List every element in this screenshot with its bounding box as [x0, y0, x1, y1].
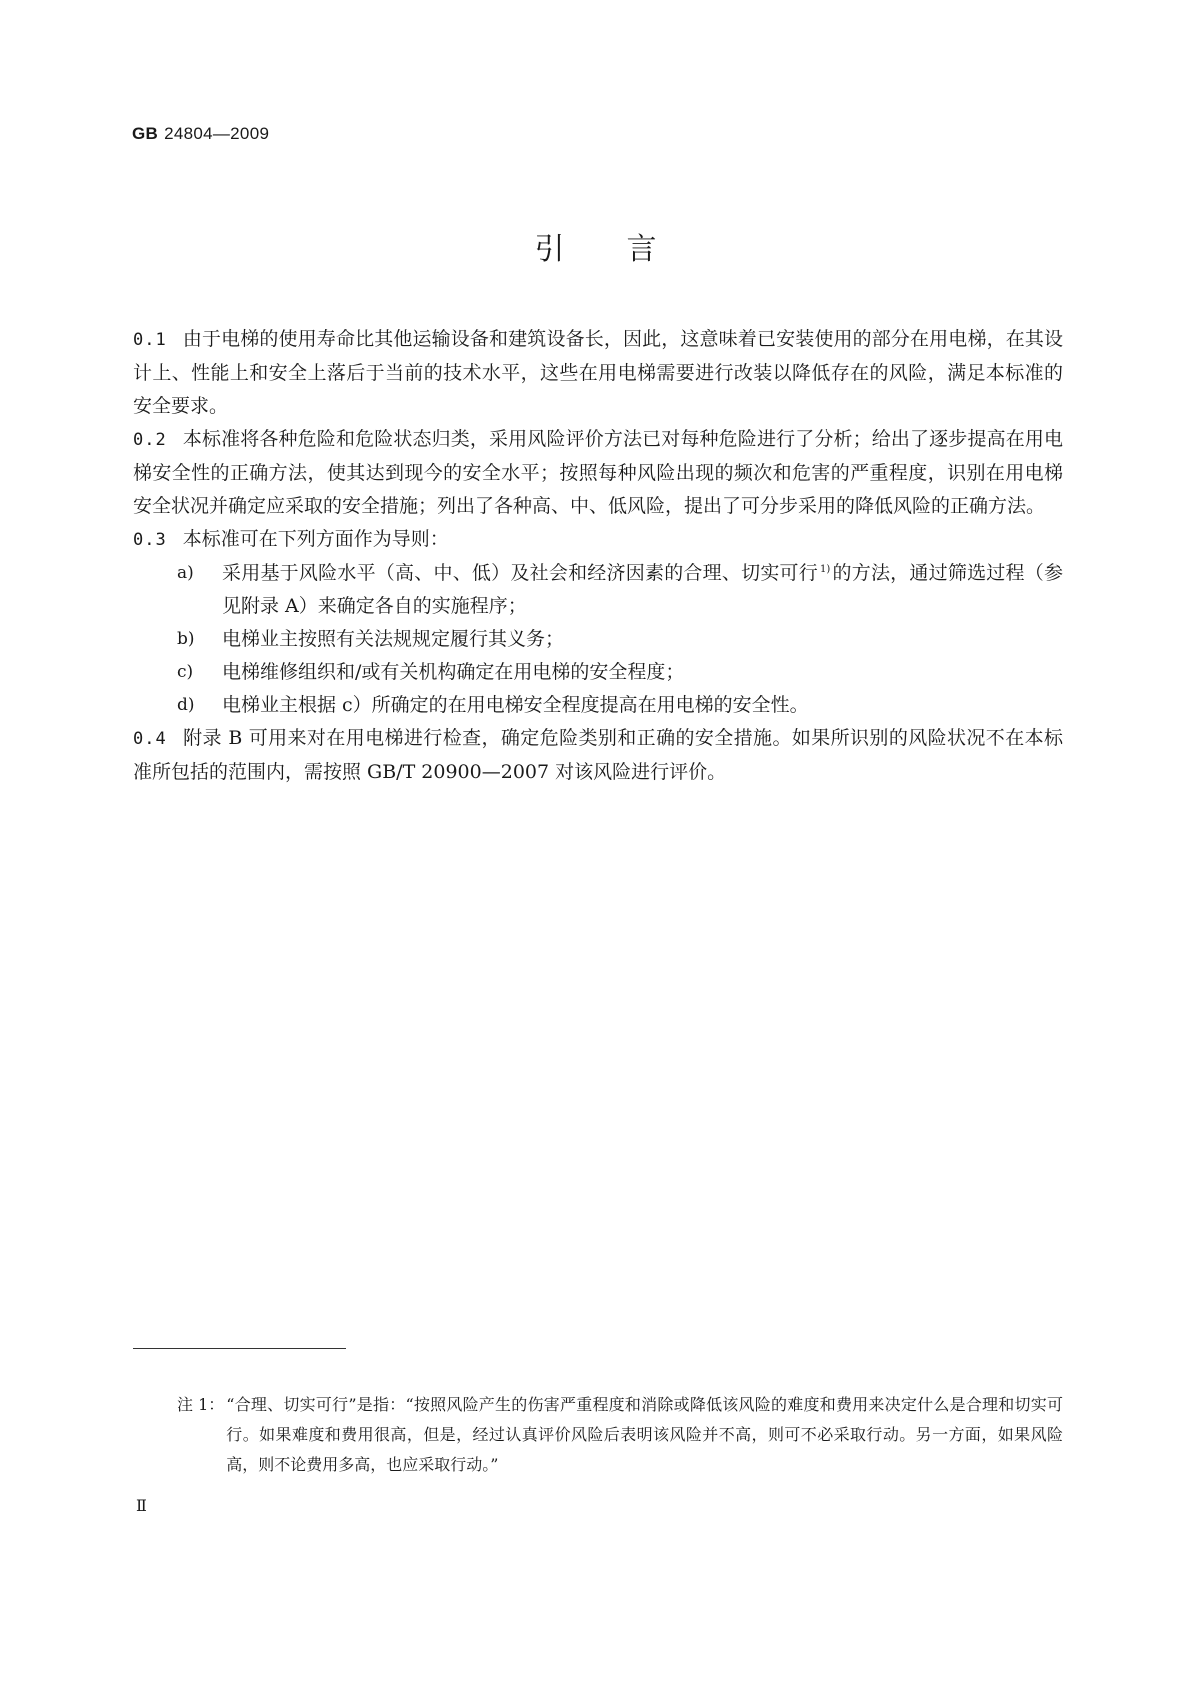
- standard-header: [132, 124, 269, 144]
- clause-text: 本标准将各种危险和危险状态归类，采用风险评价方法已对每种危险进行了分析；给出了逐步提高在用电梯安全性的正确方法，使其达到现今的安全水平；按照每种风险出现的频次和危害的严重程度，识别在用电梯安全状况并确定应采取的安全措施；列出了各种高、中、低风险，提出了可分步采用的降低风险的正确方法。: [133, 428, 1063, 517]
- clause-number: 0.2: [133, 430, 167, 450]
- list-item-text: 电梯维修组织和/或有关机构确定在用电梯的安全程度；: [222, 661, 685, 683]
- footnote-text: “合理、切实可行”是指：“按照风险产生的伤害严重程度和消除或降低该风险的难度和费用来决定什么是合理和切实可行。如果难度和费用很高，但是，经过认真评价风险后表明该风险并不高，则可不必采取行动。另一方面，如果风险高，则不论费用多高，也应采取行动。”: [226, 1395, 1063, 1474]
- footnote-divider: [133, 1348, 346, 1349]
- list-marker: d): [177, 695, 195, 715]
- list-item-text-before: 采用基于风险水平（高、中、低）及社会和经济因素的合理、切实可行: [222, 562, 818, 584]
- clause-text: 由于电梯的使用寿命比其他运输设备和建筑设备长，因此，这意味着已安装使用的部分在用电梯，在其设计上、性能上和安全上落后于当前的技术水平，这些在用电梯需要进行改装以降低存在的风险，满足本标准的安全要求。: [133, 328, 1063, 417]
- clause-0-1: [133, 323, 1063, 423]
- clause-number: 0.4: [133, 729, 167, 749]
- clause-0-2: [133, 423, 1063, 523]
- list-item-text-after: 的方法，通过筛选过程（参见附录 A）来确定各自的实施程序；: [222, 562, 1063, 617]
- clause-number: 0.3: [133, 530, 167, 550]
- footnote-reference: 1): [820, 563, 831, 575]
- page-number: Ⅱ: [136, 1496, 147, 1515]
- list-item-a: [177, 557, 1063, 623]
- list-marker: a): [177, 563, 194, 583]
- footnote: [177, 1390, 1063, 1480]
- clause-0-4: [133, 722, 1063, 789]
- list-marker: c): [177, 662, 194, 682]
- guideline-list: [177, 557, 1063, 722]
- clause-text: 本标准可在下列方面作为导则：: [182, 528, 449, 550]
- list-marker: b): [177, 629, 195, 649]
- footnote-label: 注 1：: [177, 1395, 225, 1414]
- clause-text: 附录 B 可用来对在用电梯进行检查，确定危险类别和正确的安全措施。如果所识别的风险状况不在本标准所包括的范围内，需按照 GB/T 20900—2007 对该风险进行评价。: [133, 727, 1063, 783]
- list-item-text: 电梯业主按照有关法规规定履行其义务；: [222, 628, 565, 650]
- clause-number: 0.1: [133, 330, 167, 350]
- standard-number: 24804—2009: [164, 124, 270, 143]
- page-title: 引言: [534, 232, 719, 267]
- list-item-b: [177, 623, 1063, 656]
- list-item-c: [177, 656, 1063, 689]
- list-item-d: [177, 689, 1063, 722]
- list-item-text: [222, 557, 1063, 623]
- standard-prefix: GB: [132, 124, 159, 143]
- clause-0-3: [133, 523, 1063, 557]
- list-item-text: 电梯业主根据 c）所确定的在用电梯安全程度提高在用电梯的安全性。: [222, 694, 809, 716]
- document-body: [133, 323, 1063, 789]
